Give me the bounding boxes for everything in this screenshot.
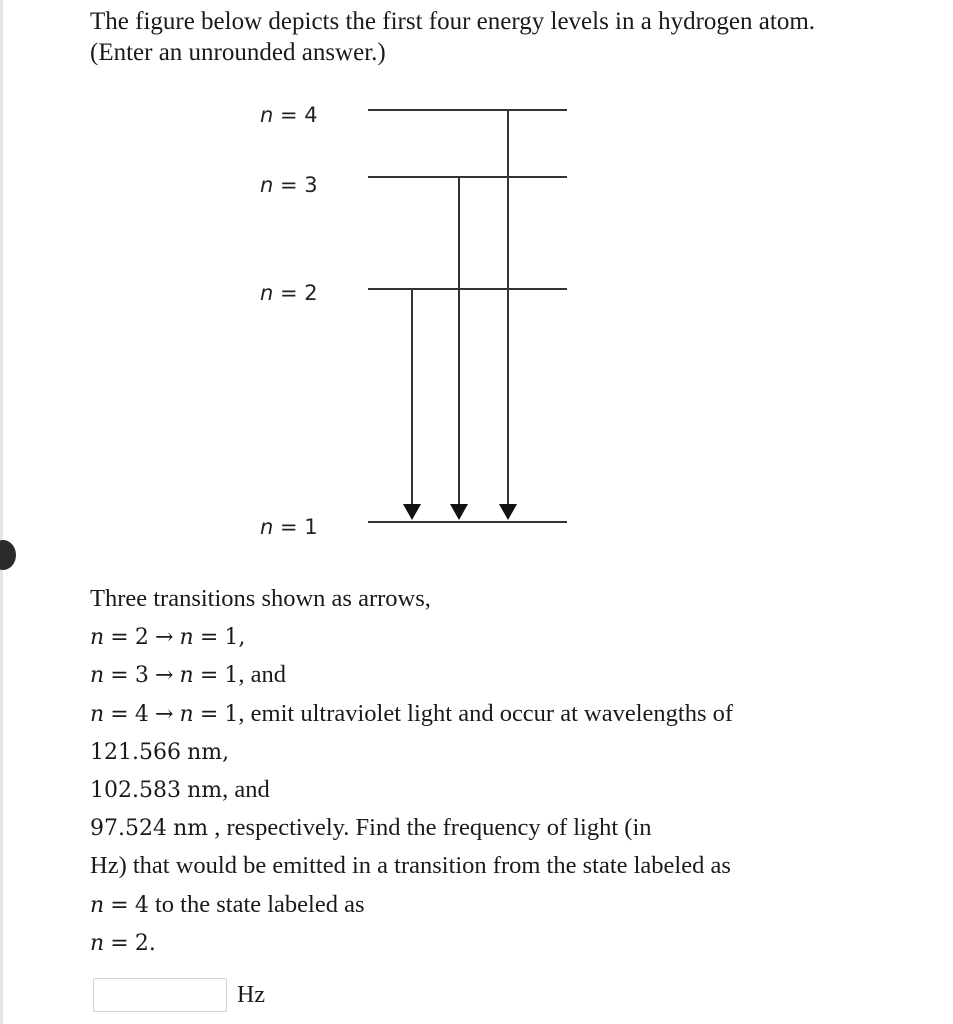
- answer-row: [93, 976, 265, 1014]
- math-equals: =: [199, 663, 219, 689]
- left-edge-rule: [0, 0, 3, 1024]
- math-n: n: [90, 701, 105, 727]
- level-label-1: [260, 515, 318, 539]
- side-panel-tab[interactable]: [0, 540, 16, 570]
- frequency-answer-input[interactable]: [93, 978, 227, 1012]
- math-equals: =: [110, 663, 129, 689]
- math-equals: =: [199, 701, 219, 727]
- unit-nm: nm: [187, 739, 223, 765]
- transition-arrows: [403, 110, 517, 520]
- answer-unit-label: Hz: [237, 981, 265, 1008]
- level-label-3-eq: =: [273, 173, 305, 197]
- intro-line-2: (Enter an unrounded answer.): [90, 39, 386, 66]
- arrow-head-4-to-1: [499, 504, 517, 520]
- math-n: n: [179, 701, 194, 727]
- math-period: .: [148, 930, 156, 956]
- math-1: 1: [224, 625, 239, 651]
- energy-levels: [368, 110, 567, 522]
- math-n: n: [90, 930, 105, 956]
- math-comma: ,: [222, 739, 230, 765]
- and-text: , and: [222, 775, 270, 803]
- level-label-2-num: 2: [304, 281, 318, 305]
- question-intro: [90, 6, 930, 68]
- energy-level-diagram: [240, 88, 580, 548]
- unit-nm: nm: [187, 777, 223, 803]
- problem-body: [90, 580, 920, 962]
- level-label-2: [260, 281, 318, 305]
- math-arrow: →: [154, 701, 174, 727]
- math-equals: =: [110, 930, 129, 956]
- transition-line-3-1: [90, 656, 920, 694]
- math-n: n: [179, 663, 194, 689]
- math-1: 1: [224, 701, 239, 727]
- math-n: n: [179, 625, 194, 651]
- transition-line-4-1: [90, 695, 920, 733]
- math-2: 2: [134, 625, 149, 651]
- arrow-head-2-to-1: [403, 504, 421, 520]
- wavelength-value-1: 121.566: [90, 739, 181, 765]
- math-n: n: [90, 663, 105, 689]
- level-label-1-num: 1: [304, 515, 318, 539]
- level-labels: [260, 103, 318, 539]
- level-label-2-eq: =: [273, 281, 305, 305]
- wavelength-value-3: 97.524: [90, 816, 167, 842]
- level-label-3-var: n: [260, 173, 274, 197]
- level-label-4-num: 4: [304, 103, 318, 127]
- math-equals: =: [110, 625, 129, 651]
- transition-line-2-1: [90, 618, 920, 656]
- wavelength-line-3: [90, 809, 920, 847]
- wavelength-value-2: 102.583: [90, 777, 181, 803]
- math-n: n: [90, 625, 105, 651]
- level-label-4: [260, 103, 318, 127]
- level-label-4-var: n: [260, 103, 274, 127]
- respectively-text: , respectively. Find the frequency of light (in: [214, 814, 652, 842]
- math-equals: =: [110, 892, 129, 918]
- unit-nm: nm: [173, 816, 209, 842]
- unit-hz: Hz: [90, 852, 119, 880]
- emitted-text: ) that would be emitted in a transition from the state labeled as: [118, 852, 731, 880]
- level-label-2-var: n: [260, 281, 274, 305]
- math-4: 4: [134, 892, 149, 918]
- math-arrow: →: [154, 663, 174, 689]
- hz-line: [90, 847, 920, 885]
- transitions-intro-text: Three transitions shown as arrows,: [90, 585, 431, 612]
- level-label-1-eq: =: [273, 515, 305, 539]
- math-equals: =: [110, 701, 129, 727]
- math-arrow: →: [154, 625, 174, 651]
- math-2: 2: [134, 930, 149, 956]
- level-label-3: [260, 173, 318, 197]
- level-label-4-eq: =: [273, 103, 305, 127]
- final-state-line: [90, 924, 920, 962]
- math-equals: =: [199, 625, 219, 651]
- math-1: 1: [224, 663, 239, 689]
- math-3: 3: [134, 663, 149, 689]
- wavelength-line-1: [90, 733, 920, 771]
- and-text: , and: [238, 661, 287, 689]
- emit-text: , emit ultraviolet light and occur at wavelengths of: [238, 699, 734, 727]
- math-comma: ,: [238, 625, 246, 651]
- intro-line-1: The figure below depicts the first four energy levels in a hydrogen atom.: [90, 8, 816, 35]
- math-4: 4: [134, 701, 149, 727]
- arrow-head-3-to-1: [450, 504, 468, 520]
- initial-state-line: [90, 886, 920, 924]
- to-state-text: to the state labeled as: [154, 890, 365, 918]
- level-label-3-num: 3: [304, 173, 318, 197]
- math-n: n: [90, 892, 105, 918]
- wavelength-line-2: [90, 771, 920, 809]
- transitions-intro-line: [90, 580, 920, 618]
- level-label-1-var: n: [260, 515, 274, 539]
